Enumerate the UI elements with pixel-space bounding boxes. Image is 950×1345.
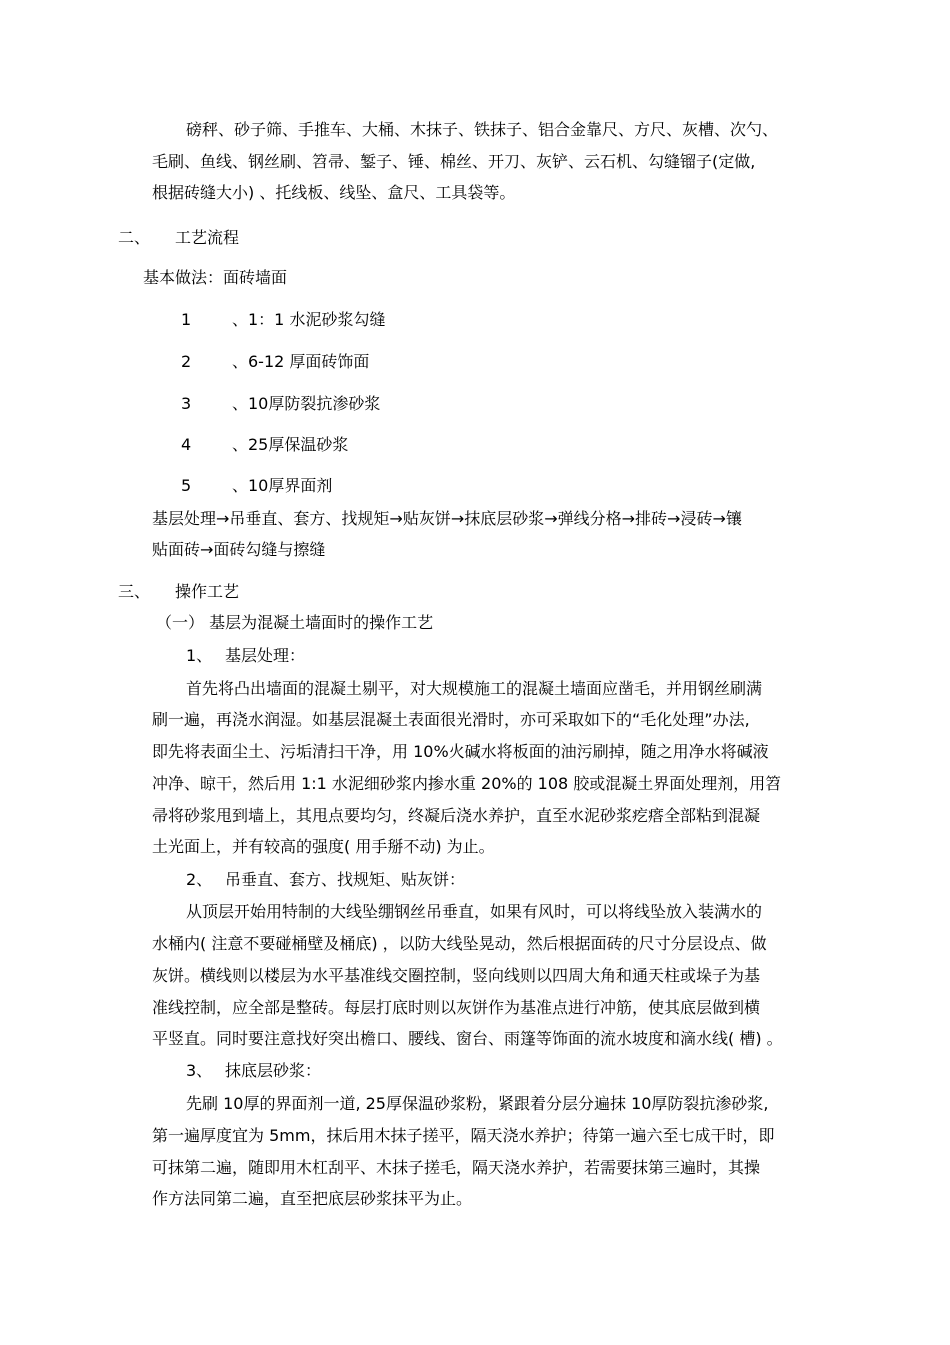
item-3-number: 3、 [186,1061,213,1080]
step-text: 、10厚界面剂 [232,476,333,495]
item-1-body-line: 首先将凸出墙面的混凝土剔平，对大规模施工的混凝土墙面应凿毛，并用钢丝刷满 [186,679,763,698]
item-1-body-line: 刷一遍，再浇水润湿。如基层混凝土表面很光滑时，亦可采取如下的“毛化处理”办法, [152,710,750,729]
item-2-body-line: 灰饼。横线则以楼层为水平基准线交圈控制，竖向线则以四周大角和通天柱或垛子为基 [152,966,761,985]
process-flow-line-1: 基层处理→吊垂直、套方、找规矩→贴灰饼→抹底层砂浆→弹线分格→排砖→浸砖→镶 [152,509,742,528]
item-1-body-line: 土光面上，并有较高的强度( 用手掰不动) 为止。 [152,837,495,856]
item-2-body-line: 水桶内( 注意不要碰桶壁及桶底) ，以防大线坠晃动，然后根据面砖的尺寸分层设点、做 [152,934,767,953]
step-number: 3 [181,394,192,413]
step-text: 、25厚保温砂浆 [232,435,349,454]
step-text: 、6-12 厚面砖饰面 [232,352,370,371]
item-1-number: 1、 [186,646,213,665]
item-1-body-line: 即先将表面尘土、污垢清扫干净，用 10%火碱水将板面的油污刷掉，随之用净水将碱液 [152,742,769,761]
item-2-body-line: 从顶层开始用特制的大线坠绷钢丝吊垂直，如果有风时，可以将线坠放入装满水的 [186,902,763,921]
section-2-number: 二、 [118,228,151,247]
item-3-title: 抹底层砂浆： [225,1061,322,1080]
step-text: 、10厚防裂抗渗砂浆 [232,394,381,413]
item-1-title: 基层处理： [225,646,306,665]
subsection-1-title: （一） 基层为混凝土墙面时的操作工艺 [156,613,434,632]
item-2-body-line: 准线控制，应全部是整砖。每层打底时则以灰饼作为基准点进行冲筋，使其底层做到横 [152,998,761,1017]
item-1-body-line: 冲净、晾干，然后用 1:1 水泥细砂浆内掺水重 20%的 108 胶或混凝土界面处理剂，用笤 [152,774,782,793]
step-number: 4 [181,435,192,454]
item-3-body-line: 可抹第二遍，随即用木杠刮平、木抹子搓毛，隔天浇水养护，若需要抹第三遍时，其操 [152,1158,761,1177]
item-2-body-line: 平竖直。同时要注意找好突出檐口、腰线、窗台、雨篷等饰面的流水坡度和滴水线( 槽) 。 [152,1029,783,1048]
step-text: 、1：1 水泥砂浆勾缝 [232,310,386,329]
step-number: 5 [181,476,192,495]
item-2-number: 2、 [186,870,213,889]
process-flow-line-2: 贴面砖→面砖勾缝与擦缝 [152,540,326,559]
section-2-title: 工艺流程 [175,228,240,247]
step-number: 2 [181,352,192,371]
item-3-body-line: 第一遍厚度宜为 5mm，抹后用木抹子搓平，隔天浇水养护；待第一遍六至七成干时，即 [152,1126,775,1145]
item-2-title: 吊垂直、套方、找规矩、贴灰饼： [225,870,466,889]
basic-method-label: 基本做法：面砖墙面 [143,268,288,287]
item-1-body-line: 帚将砂浆甩到墙上，其甩点要均匀，终凝后浇水养护，直至水泥砂浆疙瘩全部粘到混凝 [152,806,761,825]
item-3-body-line: 作方法同第二遍，直至把底层砂浆抹平为止。 [152,1189,473,1208]
tools-line-2: 毛刷、鱼线、钢丝刷、笤帚、錾子、锤、棉丝、开刀、灰铲、云石机、勾缝镏子(定做, [152,152,756,171]
section-3-number: 三、 [118,582,151,601]
step-number: 1 [181,310,192,329]
section-3-title: 操作工艺 [175,582,240,601]
item-3-body-line: 先刷 10厚的界面剂一道, 25厚保温砂浆粉，紧跟着分层分遍抹 10厚防裂抗渗砂浆, [186,1094,769,1113]
tools-line-3: 根据砖缝大小) 、托线板、线坠、盒尺、工具袋等。 [152,183,516,202]
tools-line-1: 磅秤、砂子筛、手推车、大桶、木抹子、铁抹子、铝合金靠尺、方尺、灰槽、次勺、 [186,120,779,139]
